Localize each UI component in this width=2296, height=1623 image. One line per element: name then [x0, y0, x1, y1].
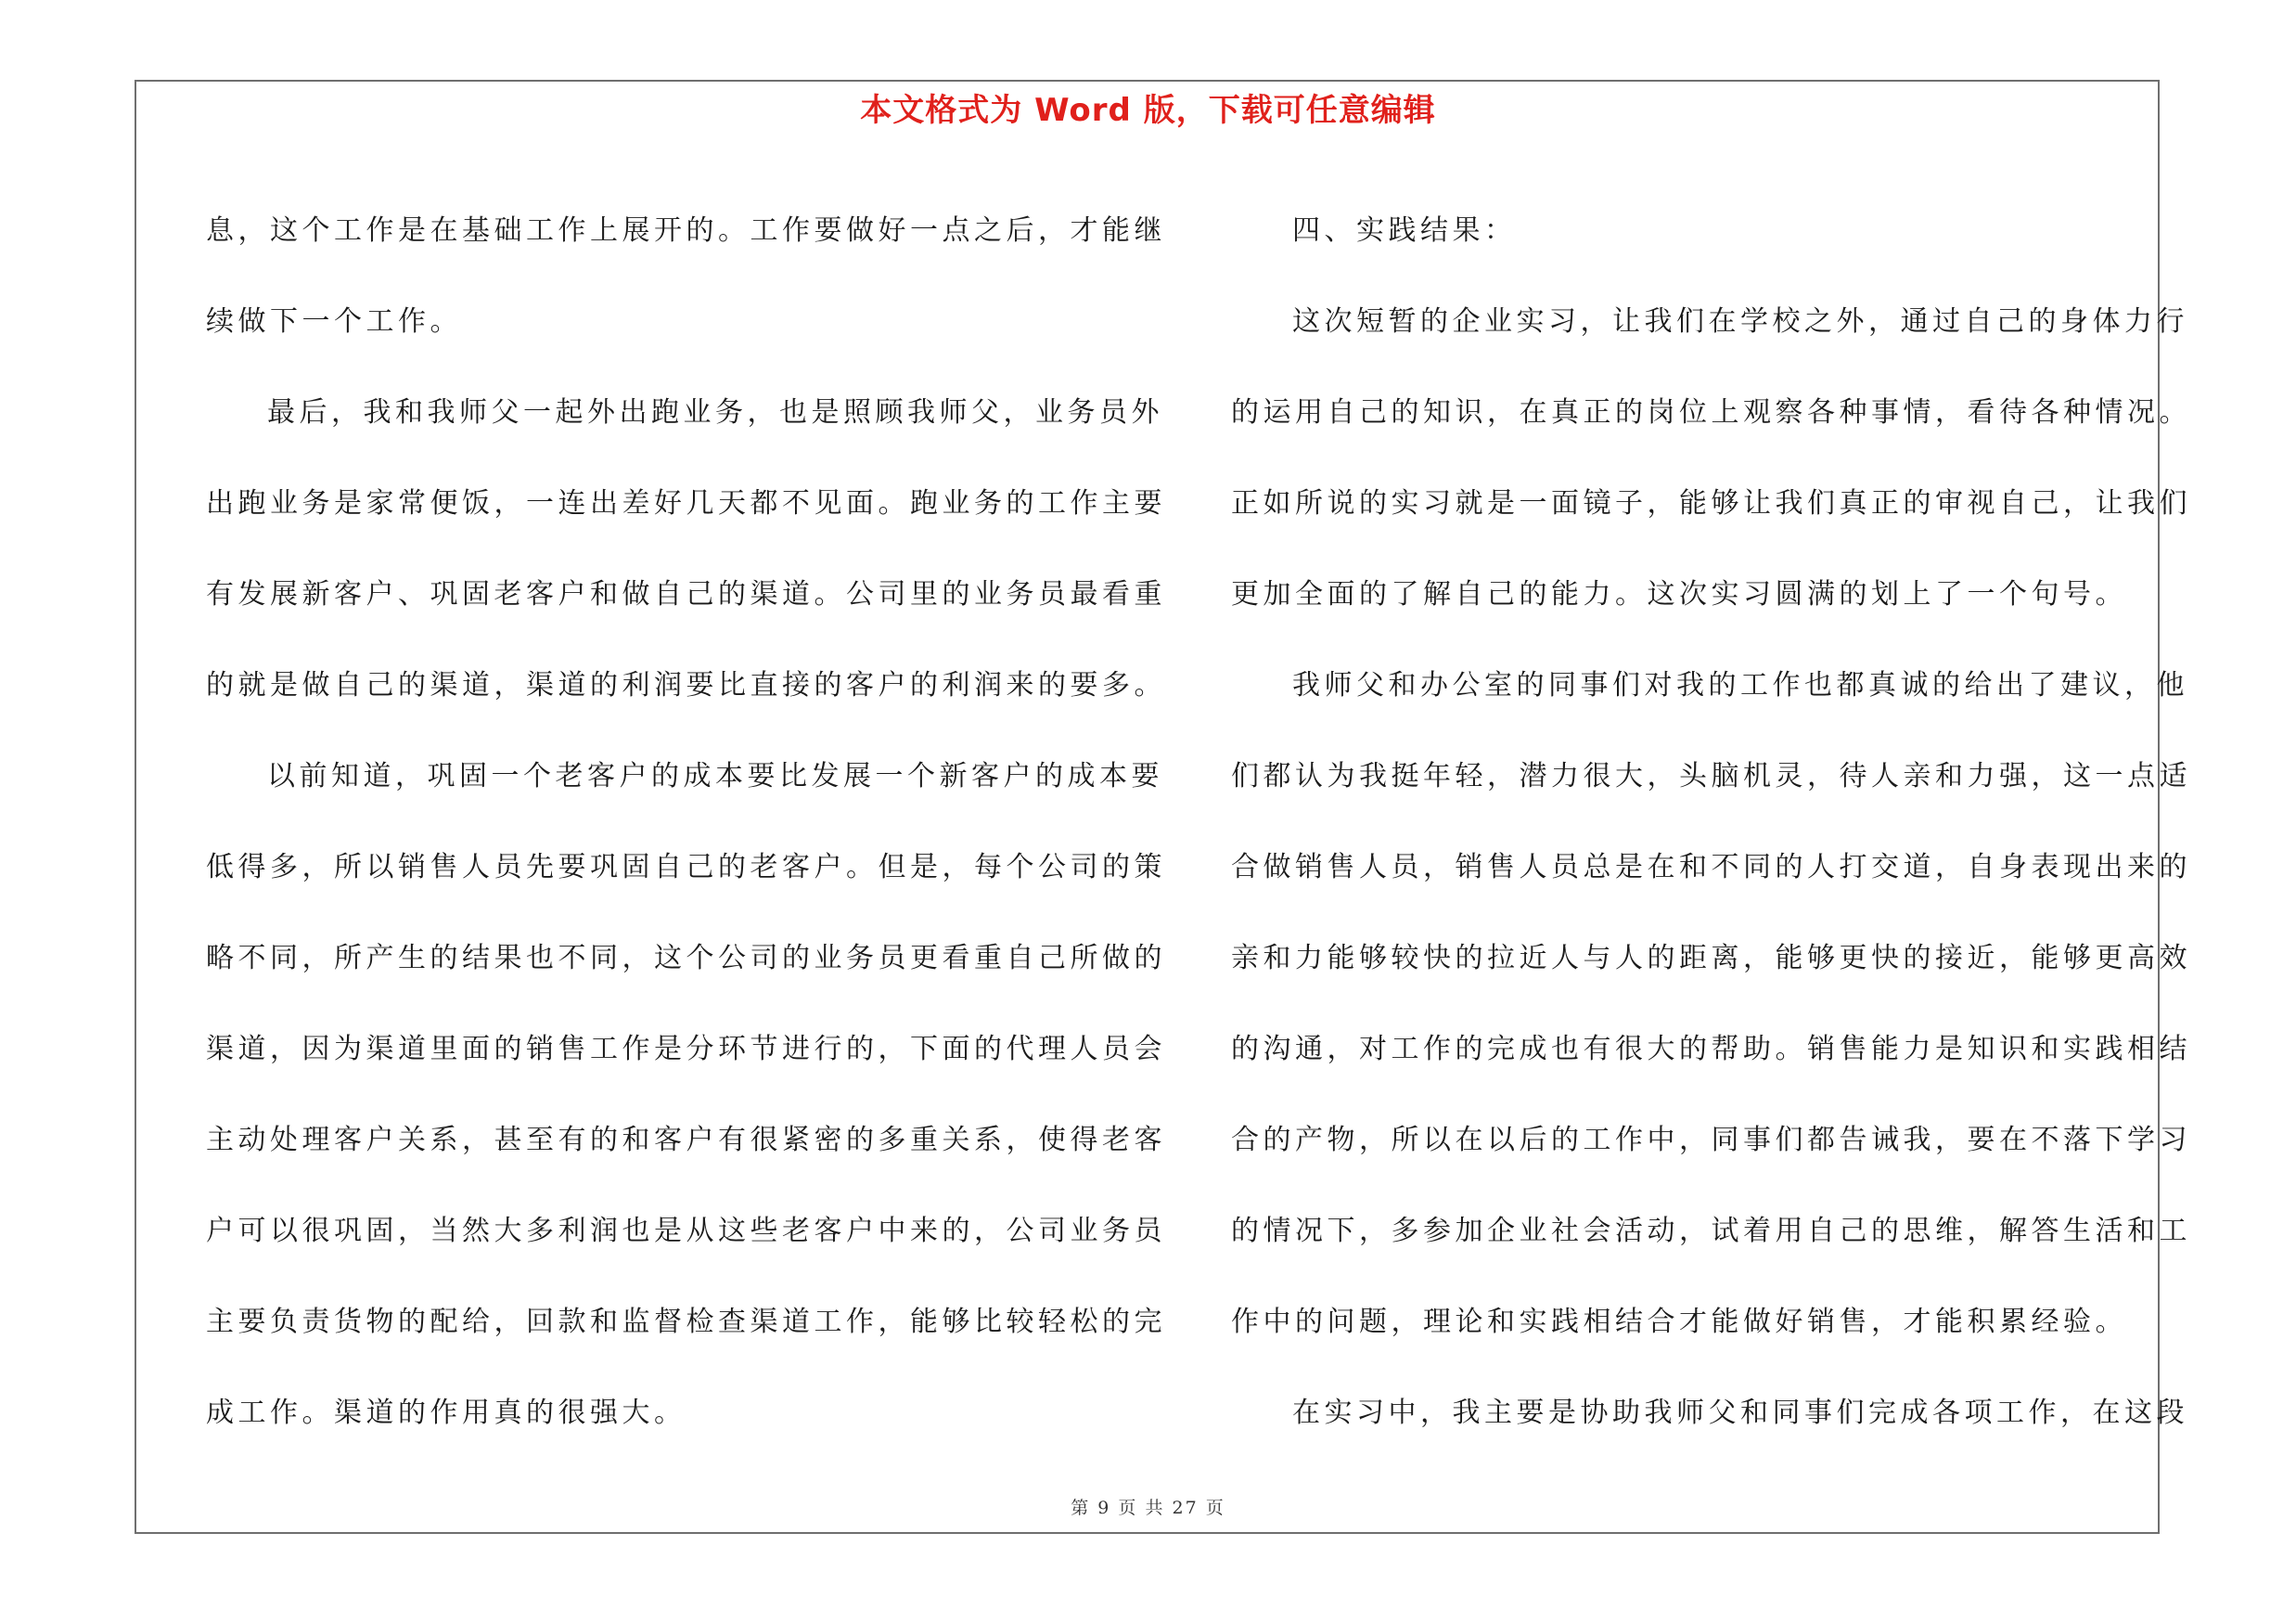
paragraph-line: 合的产物，所以在以后的工作中，同事们都告诫我，要在不落下学习	[1231, 1124, 2191, 1156]
format-notice-banner: 本文格式为 Word 版，下载可任意编辑	[860, 92, 1436, 129]
paragraph-line: 低得多，所以销售人员先要巩固自己的老客户。但是，每个公司的策	[206, 851, 1166, 883]
page-number: 第 9 页 共 27 页	[1071, 1498, 1225, 1518]
paragraph-line: 主动处理客户关系，甚至有的和客户有很紧密的多重关系，使得老客	[206, 1124, 1166, 1156]
paragraph-line: 正如所说的实习就是一面镜子，能够让我们真正的审视自己，让我们	[1231, 487, 2191, 520]
paragraph-line: 出跑业务是家常便饭，一连出差好几天都不见面。跑业务的工作主要	[206, 487, 1166, 520]
section-heading: 四、实践结果：	[1292, 214, 1517, 247]
paragraph-line: 在实习中，我主要是协助我师父和同事们完成各项工作，在这段	[1292, 1397, 2188, 1429]
paragraph-line: 我师父和办公室的同事们对我的工作也都真诚的给出了建议，他	[1292, 669, 2188, 702]
paragraph-line: 户可以很巩固，当然大多利润也是从这些老客户中来的，公司业务员	[206, 1215, 1166, 1247]
paragraph-line: 合做销售人员，销售人员总是在和不同的人打交道，自身表现出来的	[1231, 851, 2191, 883]
paragraph-line: 的情况下，多参加企业社会活动，试着用自己的思维，解答生活和工	[1231, 1215, 2191, 1247]
paragraph-line: 更加全面的了解自己的能力。这次实习圆满的划上了一个句号。	[1231, 578, 2127, 611]
paragraph-line: 的运用自己的知识，在真正的岗位上观察各种事情，看待各种情况。	[1231, 396, 2191, 429]
paragraph-line: 这次短暂的企业实习，让我们在学校之外，通过自己的身体力行	[1292, 305, 2188, 338]
right-text-column	[1231, 186, 2191, 1459]
paragraph-line: 的就是做自己的渠道，渠道的利润要比直接的客户的利润来的要多。	[206, 669, 1166, 702]
paragraph-line: 渠道，因为渠道里面的销售工作是分环节进行的，下面的代理人员会	[206, 1033, 1166, 1065]
paragraph-line: 作中的问题，理论和实践相结合才能做好销售，才能积累经验。	[1231, 1306, 2127, 1338]
paragraph-line: 们都认为我挺年轻，潜力很大，头脑机灵，待人亲和力强，这一点适	[1231, 760, 2191, 792]
paragraph-line: 成工作。渠道的作用真的很强大。	[206, 1397, 686, 1429]
left-text-column	[206, 186, 1166, 1459]
paragraph-line: 以前知道，巩固一个老客户的成本要比发展一个新客户的成本要	[267, 760, 1163, 792]
paragraph-line: 亲和力能够较快的拉近人与人的距离，能够更快的接近，能够更高效	[1231, 942, 2191, 974]
paragraph-line: 续做下一个工作。	[206, 305, 462, 338]
paragraph-line: 息，这个工作是在基础工作上展开的。工作要做好一点之后，才能继	[206, 214, 1166, 247]
paragraph-line: 有发展新客户、巩固老客户和做自己的渠道。公司里的业务员最看重	[206, 578, 1166, 611]
paragraph-line: 略不同，所产生的结果也不同，这个公司的业务员更看重自己所做的	[206, 942, 1166, 974]
paragraph-line: 最后，我和我师父一起外出跑业务，也是照顾我师父，业务员外	[267, 396, 1163, 429]
paragraph-line: 的沟通，对工作的完成也有很大的帮助。销售能力是知识和实践相结	[1231, 1033, 2191, 1065]
paragraph-line: 主要负责货物的配给，回款和监督检查渠道工作，能够比较轻松的完	[206, 1306, 1166, 1338]
